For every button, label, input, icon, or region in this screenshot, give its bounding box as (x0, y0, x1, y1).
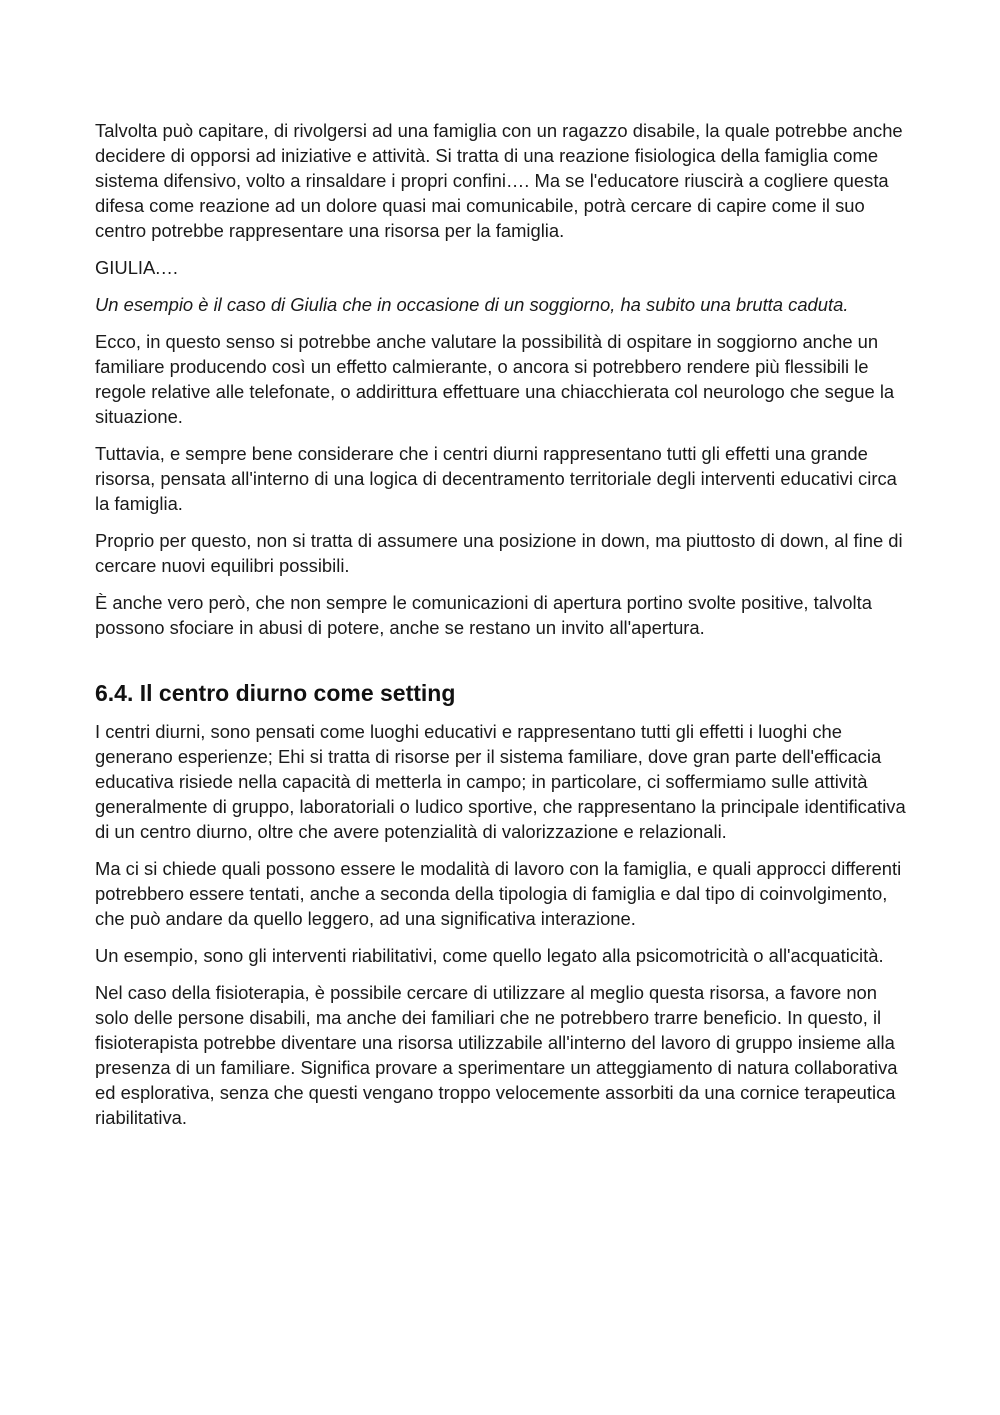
paragraph-centri-diurni: I centri diurni, sono pensati come luoghi educativi e rappresentano tutti gli effetti i luoghi che generano esperienze; Ehi si tratta di risorse per il sistema familiare, dove gran parte dell'efficacia educativa risiede nella capacità di metterla in campo; in particolare, ci soffermiamo sulle attività generalmente di gruppo, laboratoriali o ludico sportive, che rappresentano la principale identificativa di un centro diurno, oltre che avere potenzialità di valorizzazione e relazionali. (95, 721, 906, 842)
document-body (95, 118, 915, 1142)
section-heading: 6.4. Il centro diurno come setting (95, 680, 456, 706)
paragraph-giulia-example: Un esempio è il caso di Giulia che in occasione di un soggiorno, ha subito una brutta caduta. (95, 294, 849, 315)
paragraph-centri-risorsa: Tuttavia, e sempre bene considerare che i centri diurni rappresentano tutti gli effetti una grande risorsa, pensata all'interno di una logica di decentramento territoriale degli interventi educativi circa la famiglia. (95, 443, 897, 514)
paragraph-soggiorno: Ecco, in questo senso si potrebbe anche valutare la possibilità di ospitare in soggiorno anche un familiare producendo così un effetto calmierante, o ancora si potrebbero rendere più flessibili le regole relative alle telefonate, o addirittura effettuare una chiacchierata col neurologo che segue la situazione. (95, 331, 895, 427)
paragraph-fisioterapia: Nel caso della fisioterapia, è possibile cercare di utilizzare al meglio questa risorsa, a favore non solo delle persone disabili, ma anche dei familiari che ne potrebbero trarre beneficio. In questo, il fisioterapista potrebbe diventare una risorsa utilizzabile all'interno del lavoro di gruppo insieme alla presenza di un familiare. Significa provare a sperimentare un atteggiamento di natura collaborativa ed esplorativa, senza che questi vengano troppo velocemente assorbiti da una cornice terapeutica riabilitativa. (95, 982, 898, 1128)
paragraph-posizione: Proprio per questo, non si tratta di assumere una posizione in down, ma piuttosto di down, al fine di cercare nuovi equilibri possibili. (95, 530, 903, 576)
paragraph-intro: Talvolta può capitare, di rivolgersi ad una famiglia con un ragazzo disabile, la quale potrebbe anche decidere di opporsi ad iniziative e attività. Si tratta di una reazione fisiologica della famiglia come sistema difensivo, volto a rinsaldare i propri confini…. Ma se l'educatore riuscirà a cogliere questa difesa come reazione ad un dolore quasi mai comunicabile, potrà cercare di capire come il suo centro potrebbe rappresentare una risorsa per la famiglia. (95, 120, 903, 241)
paragraph-comunicazioni: È anche vero però, che non sempre le comunicazioni di apertura portino svolte positive, talvolta possono sfociare in abusi di potere, anche se restano un invito all'apertura. (95, 592, 872, 638)
paragraph-modalita: Ma ci si chiede quali possono essere le modalità di lavoro con la famiglia, e quali approcci differenti potrebbero essere tentati, anche a seconda della tipologia di famiglia e dal tipo di coinvolgimento, che può andare da quello leggero, ad una significativa interazione. (95, 858, 902, 929)
paragraph-interventi: Un esempio, sono gli interventi riabilitativi, come quello legato alla psicomotricità o all'acquaticità. (95, 945, 884, 966)
paragraph-giulia-label: GIULIA.… (95, 257, 179, 278)
